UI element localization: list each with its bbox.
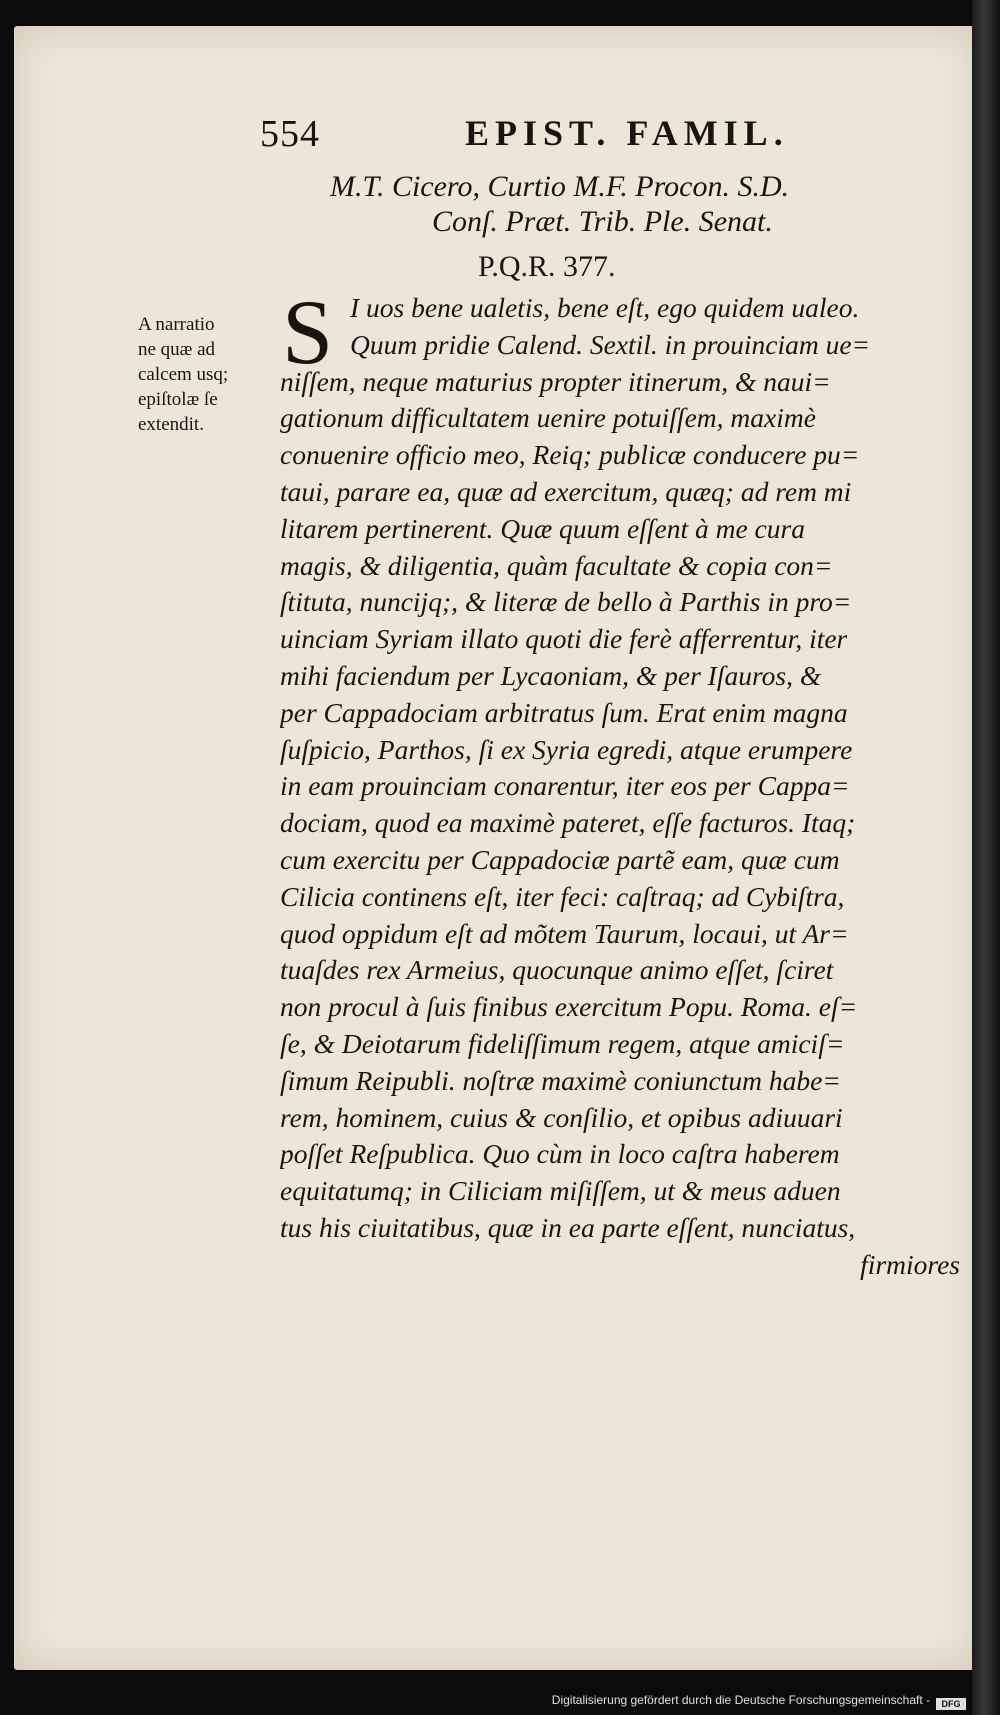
body-line: cum exercitu per Cappadociæ partẽ eam, quæ cum [280, 843, 840, 875]
body-line: litarem pertinerent. Quæ quum eſſent à me cura [280, 512, 805, 544]
body-line: ſimum Reipubli. noſtræ maximè coniunctum habe= [280, 1064, 841, 1096]
body-line: Cilicia continens eſt, iter feci: caſtraq; ad Cybiſtra, [280, 880, 845, 912]
body-line: ſuſpicio, Parthos, ſi ex Syria egredi, atque erumpere [280, 733, 853, 765]
running-head [260, 112, 820, 155]
body-line: tus his ciuitatibus, quæ in ea parte eſſent, nunciatus, [280, 1211, 856, 1243]
body-line: uinciam Syriam illato quoti die ferè afferrentur, iter [280, 623, 848, 655]
body-line: niſſem, neque maturius propter itinerum, & naui= [280, 365, 831, 397]
body-line: magis, & diligentia, quàm facultate & copia con= [280, 549, 833, 581]
body-line: Quum pridie Calend. Sextil. in prouinciam ue= [350, 328, 871, 360]
body-line: I uos bene ualetis, bene eſt, ego quidem ualeo. [350, 292, 860, 323]
body-line: mihi faciendum per Lycaoniam, & per Iſauros, & [280, 659, 822, 691]
marginal-note-line: A narratio [138, 314, 215, 335]
body-line: gationum difficultatem uenire potuiſſem, maximè [280, 402, 816, 434]
marginal-note-line: extendit. [138, 414, 204, 435]
letter-body [280, 290, 960, 1284]
marginal-note-line: ne quæ ad [138, 339, 216, 360]
body-line: poſſet Reſpublica. Quo cùm in loco caſtra haberem [280, 1138, 840, 1170]
body-line: quod oppidum eſt ad mõtem Taurum, locaui, ut Ar= [280, 917, 849, 949]
body-line: per Cappadociam arbitratus ſum. Erat enim magna [280, 696, 848, 728]
body-line: equitatumq; in Ciliciam miſiſſem, ut & meus aduen [280, 1175, 841, 1207]
body-line: rem, hominem, cuius & conſilio, et opibus adiuuari [280, 1101, 843, 1133]
marginal-note [138, 312, 268, 437]
letter-heading-line-2: Conſ. Præt. Trib. Ple. Senat. [432, 205, 773, 238]
body-line: dociam, quod ea maximè pateret, eſſe facturos. Itaq; [280, 807, 856, 839]
body-line: in eam prouinciam conarentur, iter eos per Cappa= [280, 770, 850, 802]
marginal-note-line: calcem usq; [138, 364, 229, 385]
drop-cap: S [282, 281, 334, 383]
body-line: conuenire officio meo, Reiq; publicæ conducere pu= [280, 439, 860, 471]
page-number: 554 [260, 113, 320, 155]
dfg-logo: DFG [936, 1698, 966, 1710]
running-head-title: EPIST. FAMIL. [465, 113, 789, 153]
digitization-credit: Digitalisierung gefördert durch die Deutsche Forschungsgemeinschaft - [551, 1693, 930, 1707]
body-line: non procul à ſuis finibus exercitum Popu. Roma. eſ= [280, 991, 858, 1023]
letter-heading-line-1: M.T. Cicero, Curtio M.F. Procon. S.D. [330, 170, 790, 203]
body-line: ſtituta, nuncijq;, & literæ de bello à Parthis in pro= [280, 586, 852, 618]
body-line: taui, parare ea, quæ ad exercitum, quæq; ad rem mi [280, 475, 852, 507]
marginal-note-line: epiſtolæ ſe [138, 389, 218, 410]
letter-number: P.Q.R. 377. [478, 250, 616, 283]
body-line: ſe, & Deiotarum fideliſſimum regem, atque amiciſ= [280, 1027, 845, 1059]
catchword: firmiores [860, 1248, 960, 1280]
body-line: tuaſdes rex Armeius, quocunque animo eſſet, ſciret [280, 954, 834, 986]
